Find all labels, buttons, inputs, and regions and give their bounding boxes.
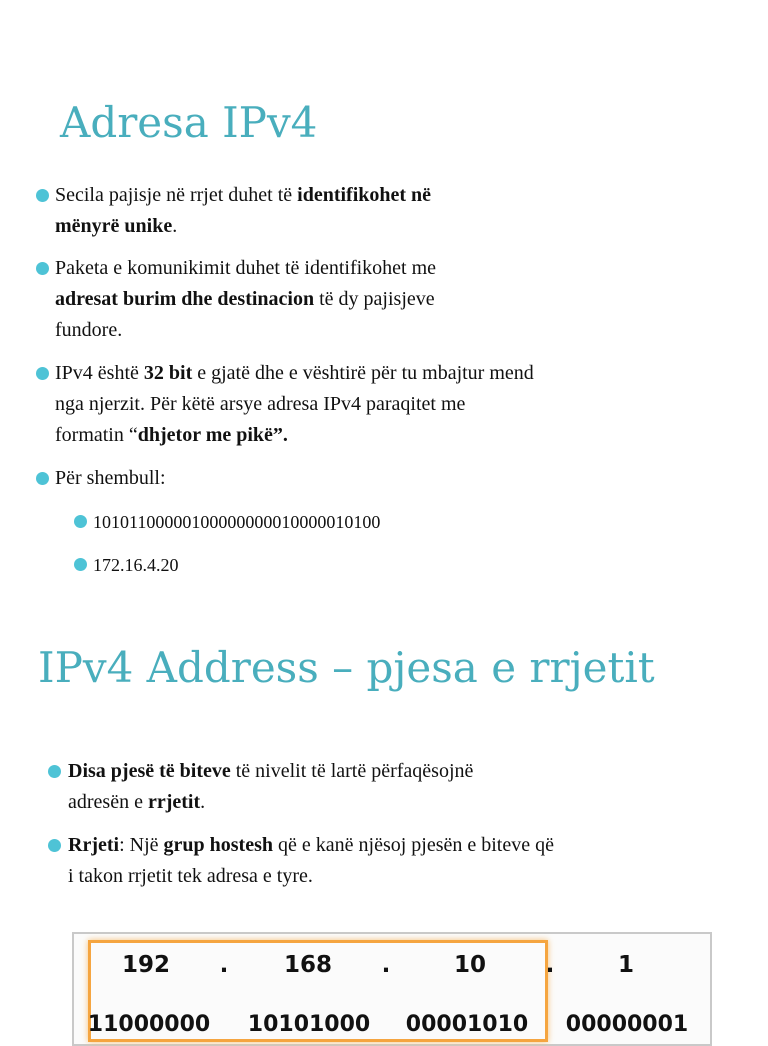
bullet-text: Paketa e komunikimit duhet të identifikohet me [55,257,437,279]
bullet-32bit [36,358,756,451]
bullet-dot-icon [74,558,87,571]
sub-bullet-binary [74,507,754,538]
octet-3: 10 [453,952,486,978]
punctuation: . [172,215,178,237]
bullet-high-order-bits [48,756,758,818]
bullet-text: që e kanë njësoj pjesën e biteve që [273,834,554,856]
bullet-packet-addresses [36,253,756,346]
bold-text: rrjetit [147,791,201,813]
bullet-text: formatin “ [55,424,138,446]
bullet-dot-icon [74,515,87,528]
bullet-text: fundore. [55,319,123,341]
bullet-dot-icon [36,367,49,380]
bullet-dot-icon [48,839,61,852]
ip-address-figure [72,932,712,1046]
punctuation: . [200,791,206,813]
section-title-network-part: IPv4 Address – pjesa e rrjetit [38,643,655,692]
octet-4: 1 [617,952,634,978]
bullet-text: IPv4 është [55,362,144,384]
bullet-text: të nivelit të lartë përfaqësojnë [230,760,474,782]
bullet-text: nga njerzit. Për këtë arsye adresa IPv4 paraqitet me [55,393,466,415]
octet-separator: . [545,952,555,978]
binary-octet-2: 10101000 [247,1012,371,1037]
bullet-dot-icon [36,472,49,485]
bullet-dot-icon [36,262,49,275]
binary-example: 10101100000100000000010000010100 [93,512,381,532]
bullet-text: Secila pajisje në rrjet duhet të [55,184,298,206]
sub-bullet-dotted [74,550,754,581]
bullet-text: Për shembull: [55,467,166,489]
bold-text: mënyrë unike [55,215,173,237]
binary-octet-4: 00000001 [565,1012,689,1037]
bullet-unique-id [36,180,756,242]
bold-text: adresat burim dhe destinacion [55,288,315,310]
dotted-example: 172.16.4.20 [93,555,179,575]
section-title-ipv4: Adresa IPv4 [60,98,318,147]
bold-text: grup hostesh [163,834,273,856]
bullet-text: të dy pajisjeve [314,288,435,310]
octet-2: 168 [283,952,332,978]
octet-separator: . [381,952,391,978]
bold-text: Disa pjesë të biteve [68,760,231,782]
binary-octet-1: 11000000 [87,1012,211,1037]
bold-text: 32 bit [143,362,193,384]
bullet-example [36,463,756,494]
octet-separator: . [219,952,229,978]
octet-1: 192 [121,952,170,978]
bold-text: dhjetor me pikë”. [137,424,288,446]
bullet-dot-icon [48,765,61,778]
bold-text: identifikohet në [297,184,432,206]
bullet-text: : Një [119,834,164,856]
binary-octet-3: 00001010 [405,1012,529,1037]
bullet-text: i takon rrjetit tek adresa e tyre. [68,865,313,887]
bullet-dot-icon [36,189,49,202]
bold-text: Rrjeti [68,834,120,856]
bullet-text: e gjatë dhe e vështirë për tu mbajtur mend [192,362,534,384]
bullet-text: adresën e [68,791,148,813]
bullet-network-definition [48,830,763,892]
